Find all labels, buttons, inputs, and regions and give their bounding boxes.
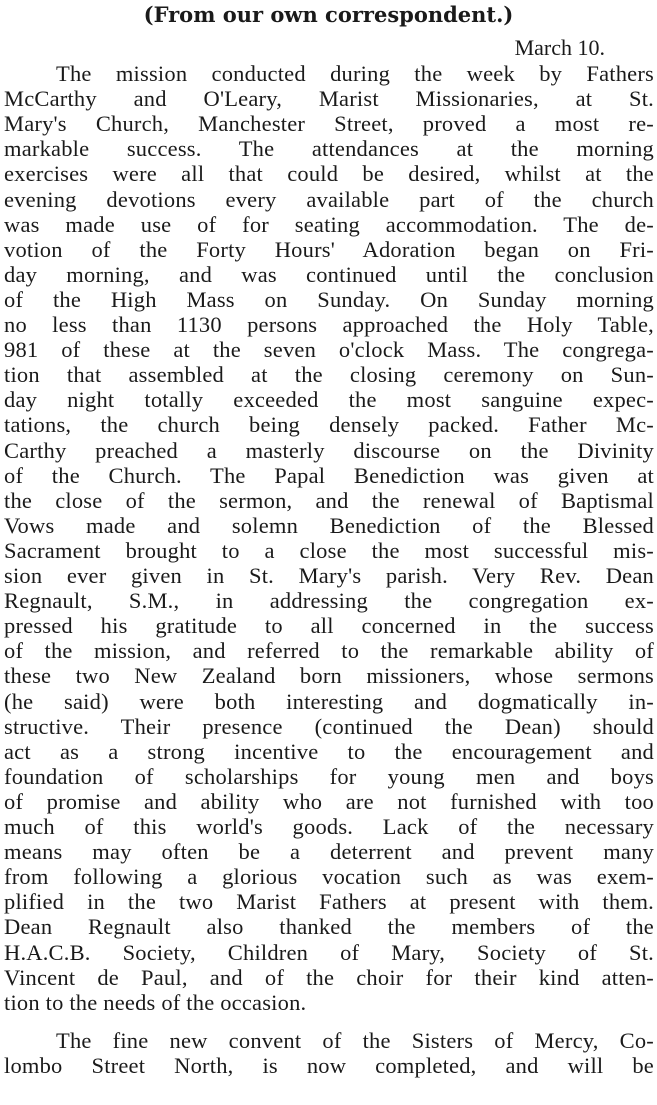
body-line: day night totally exceeded the most sanguine expec- (4, 387, 654, 413)
body-line: (he said) were both interesting and dogmatically in- (4, 688, 654, 714)
body-line: sion ever given in St. Mary's parish. Very Rev. Dean (4, 563, 654, 588)
body-line: lombo Street North, is now completed, and will be (4, 1052, 654, 1078)
body-line: these two New Zealand born missioners, whose sermons (4, 663, 654, 689)
body-line: The mission conducted during the week by Fathers (56, 61, 654, 86)
body-line: no less than 1130 persons approached the Holy Table, (4, 312, 654, 337)
body-line: of the High Mass on Sunday. On Sunday morning (4, 286, 654, 312)
body-line: Vows made and solemn Benediction of the Blessed (4, 512, 654, 538)
body-line: of the mission, and referred to the remarkable ability of (4, 638, 654, 664)
body-line: votion of the Forty Hours' Adoration began on Fri- (4, 236, 654, 262)
body-line: pressed his gratitude to all concerned in the success (4, 613, 654, 639)
body-line: H.A.C.B. Society, Children of Mary, Society of St. (4, 939, 654, 965)
body-line: tations, the church being densely packed. Father Mc- (4, 412, 654, 438)
body-line: from following a glorious vocation such as was exem- (4, 864, 654, 890)
body-line: act as a strong incentive to the encouragement and (4, 738, 654, 764)
body-line: tion to the needs of the occasion. (4, 989, 307, 1015)
article-heading: (From our own correspondent.) (143, 2, 514, 27)
body-line: of promise and ability who are not furnished with too (4, 788, 654, 814)
body-line: Carthy preached a masterly discourse on the Divinity (4, 437, 654, 463)
body-line: of the Church. The Papal Benediction was given at (4, 462, 654, 488)
article-dateline: March 10. (514, 35, 605, 60)
body-line: evening devotions every available part of the church (4, 186, 654, 212)
body-line: Regnault, S.M., in addressing the congregation ex- (4, 588, 654, 614)
body-line: 981 of these at the seven o'clock Mass. The congrega- (4, 337, 654, 363)
body-line: exercises were all that could be desired, whilst at the (4, 161, 654, 187)
body-line: plified in the two Marist Fathers at present with them. (4, 889, 654, 915)
body-line: Mary's Church, Manchester Street, proved a most re- (4, 111, 654, 137)
body-line: foundation of scholarships for young men and boys (4, 763, 654, 789)
body-line: tion that assembled at the closing ceremony on Sun- (4, 362, 654, 388)
body-line: means may often be a deterrent and prevent many (4, 839, 654, 865)
body-line: The fine new convent of the Sisters of Mercy, Co- (56, 1027, 654, 1053)
body-line: Dean Regnault also thanked the members of the (4, 914, 654, 940)
body-line: McCarthy and O'Leary, Marist Missionaries, at St. (4, 86, 654, 112)
body-line: was made use of for seating accommodation. The de- (4, 211, 654, 237)
body-line: day morning, and was continued until the conclusion (4, 261, 654, 287)
body-line: structive. Their presence (continued the Dean) should (4, 713, 654, 739)
body-line: much of this world's goods. Lack of the necessary (4, 814, 654, 839)
body-line: Sacrament brought to a close the most successful mis- (4, 537, 654, 563)
body-line: the close of the sermon, and the renewal of Baptismal (4, 487, 654, 513)
body-line: markable success. The attendances at the morning (4, 136, 654, 162)
body-line: Vincent de Paul, and of the choir for their kind atten- (4, 964, 654, 990)
